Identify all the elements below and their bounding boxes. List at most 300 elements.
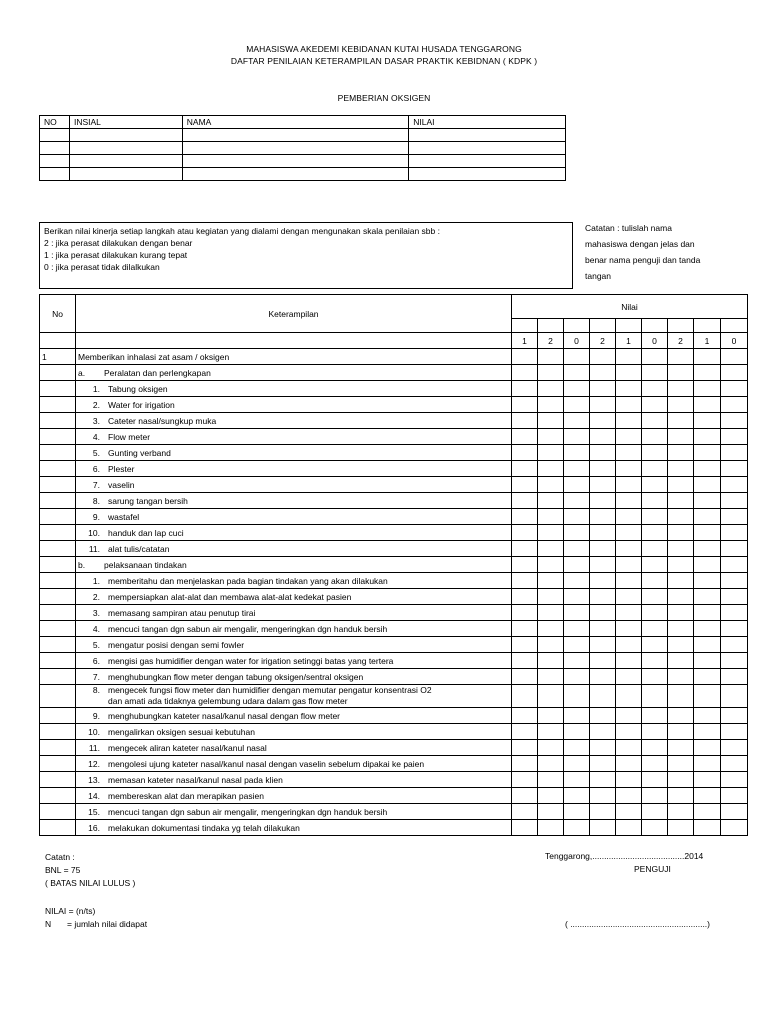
score-cell[interactable] [721,557,748,573]
score-cell[interactable] [538,637,564,653]
score-cell[interactable] [590,589,616,605]
score-cell[interactable] [668,397,694,413]
score-cell[interactable] [668,708,694,724]
score-cell[interactable] [642,772,668,788]
score-cell[interactable] [642,429,668,445]
score-cell[interactable] [590,413,616,429]
score-cell[interactable] [694,685,721,708]
score-cell[interactable] [616,413,642,429]
score-cell[interactable] [721,724,748,740]
score-cell[interactable] [590,772,616,788]
score-cell[interactable] [590,477,616,493]
cell[interactable] [182,129,409,142]
score-cell[interactable] [668,637,694,653]
score-cell[interactable] [564,804,590,820]
score-cell[interactable] [668,365,694,381]
score-cell[interactable] [721,804,748,820]
cell[interactable] [409,155,566,168]
score-cell[interactable] [590,724,616,740]
cell[interactable] [182,142,409,155]
score-cell[interactable] [538,772,564,788]
score-cell[interactable] [590,573,616,589]
score-cell[interactable] [512,525,538,541]
score-cell[interactable] [616,541,642,557]
score-cell[interactable] [668,477,694,493]
score-cell[interactable] [642,788,668,804]
score-cell[interactable] [590,653,616,669]
score-cell[interactable] [616,557,642,573]
score-cell[interactable] [564,461,590,477]
score-cell[interactable] [564,772,590,788]
score-cell[interactable] [668,461,694,477]
score-cell[interactable] [590,605,616,621]
score-cell[interactable] [668,804,694,820]
score-cell[interactable] [721,477,748,493]
score-cell[interactable] [616,493,642,509]
score-cell[interactable] [694,349,721,365]
score-cell[interactable] [512,429,538,445]
cell[interactable] [409,168,566,181]
score-cell[interactable] [590,445,616,461]
score-cell[interactable] [668,788,694,804]
score-cell[interactable] [616,525,642,541]
score-cell[interactable] [694,724,721,740]
score-cell[interactable] [616,820,642,836]
score-cell[interactable] [668,573,694,589]
score-cell[interactable] [512,788,538,804]
score-cell[interactable] [668,413,694,429]
score-cell[interactable] [694,365,721,381]
score-cell[interactable] [590,788,616,804]
score-cell[interactable] [694,621,721,637]
score-cell[interactable] [642,493,668,509]
score-cell[interactable] [642,397,668,413]
score-cell[interactable] [564,413,590,429]
score-cell[interactable] [642,525,668,541]
score-cell[interactable] [564,525,590,541]
score-cell[interactable] [668,756,694,772]
score-cell[interactable] [590,525,616,541]
score-cell[interactable] [564,589,590,605]
score-cell[interactable] [642,445,668,461]
score-cell[interactable] [590,429,616,445]
score-cell[interactable] [512,477,538,493]
score-cell[interactable] [564,621,590,637]
score-cell[interactable] [590,349,616,365]
score-cell[interactable] [616,589,642,605]
score-cell[interactable] [694,772,721,788]
score-cell[interactable] [616,461,642,477]
score-cell[interactable] [538,804,564,820]
score-cell[interactable] [564,724,590,740]
score-cell[interactable] [721,413,748,429]
score-cell[interactable] [564,653,590,669]
score-cell[interactable] [538,349,564,365]
score-cell[interactable] [642,541,668,557]
score-cell[interactable] [668,740,694,756]
score-cell[interactable] [721,445,748,461]
table-row [40,397,748,413]
score-cell[interactable] [590,365,616,381]
score-cell[interactable] [512,621,538,637]
row-number [40,509,76,525]
score-cell[interactable] [668,605,694,621]
score-cell[interactable] [538,509,564,525]
cell[interactable] [182,155,409,168]
score-cell[interactable] [668,589,694,605]
score-cell[interactable] [538,605,564,621]
col-header-no: NO [40,116,70,129]
score-cell[interactable] [694,756,721,772]
score-cell[interactable] [694,573,721,589]
score-cell[interactable] [694,509,721,525]
score-cell[interactable] [642,669,668,685]
score-cell[interactable] [668,820,694,836]
score-cell[interactable] [721,429,748,445]
score-cell[interactable] [642,573,668,589]
score-cell[interactable] [694,493,721,509]
score-cell[interactable] [590,756,616,772]
score-cell[interactable] [721,525,748,541]
score-cell[interactable] [668,349,694,365]
score-cell[interactable] [668,525,694,541]
score-cell[interactable] [564,493,590,509]
score-cell[interactable] [616,756,642,772]
score-cell[interactable] [564,541,590,557]
score-cell[interactable] [642,637,668,653]
score-cell[interactable] [642,589,668,605]
score-cell[interactable] [512,365,538,381]
score-cell[interactable] [538,493,564,509]
score-cell[interactable] [694,429,721,445]
score-cell[interactable] [642,413,668,429]
score-cell[interactable] [590,509,616,525]
score-cell[interactable] [721,509,748,525]
row-number [40,621,76,637]
score-cell[interactable] [564,397,590,413]
score-cell[interactable] [590,541,616,557]
score-cell[interactable] [512,349,538,365]
item-number: 5. [92,639,100,650]
score-cell[interactable] [694,605,721,621]
score-cell[interactable] [642,820,668,836]
score-cell[interactable] [694,461,721,477]
score-cell[interactable] [668,493,694,509]
score-cell[interactable] [564,445,590,461]
score-cell[interactable] [512,756,538,772]
score-cell[interactable] [564,605,590,621]
score-cell[interactable] [616,605,642,621]
score-cell[interactable] [642,740,668,756]
footer-n-desc: = jumlah nilai didapat [67,919,148,929]
score-cell[interactable] [721,685,748,708]
col-header-no: No [40,295,76,333]
cell[interactable] [409,129,566,142]
skill-item [76,493,512,509]
score-cell[interactable] [694,525,721,541]
score-cell[interactable] [721,573,748,589]
score-cell[interactable] [590,557,616,573]
score-cell[interactable] [512,573,538,589]
score-cell[interactable] [721,493,748,509]
score-cell[interactable] [642,349,668,365]
score-cell[interactable] [642,461,668,477]
score-cell[interactable] [590,804,616,820]
score-cell[interactable] [538,365,564,381]
score-cell[interactable] [512,589,538,605]
score-cell[interactable] [721,365,748,381]
score-cell[interactable] [538,820,564,836]
score-cell[interactable] [668,509,694,525]
score-cell[interactable] [512,820,538,836]
score-cell[interactable] [694,708,721,724]
score-cell[interactable] [642,365,668,381]
score-cell[interactable] [668,381,694,397]
score-cell[interactable] [538,756,564,772]
score-cell[interactable] [668,429,694,445]
item-number: 6. [92,463,100,474]
score-cell[interactable] [616,397,642,413]
score-cell[interactable] [668,685,694,708]
score-cell[interactable] [538,429,564,445]
score-cell[interactable] [512,724,538,740]
score-cell[interactable] [590,493,616,509]
score-cell[interactable] [512,804,538,820]
score-cell[interactable] [721,740,748,756]
score-cell[interactable] [538,708,564,724]
score-cell[interactable] [564,820,590,836]
score-cell[interactable] [512,653,538,669]
item-number: 10. [88,527,100,538]
score-cell[interactable] [538,621,564,637]
score-cell[interactable] [564,509,590,525]
score-cell[interactable] [616,637,642,653]
score-cell[interactable] [694,804,721,820]
score-cell[interactable] [721,756,748,772]
score-cell[interactable] [642,605,668,621]
score-cell[interactable] [512,605,538,621]
score-cell[interactable] [694,669,721,685]
score-cell[interactable] [590,461,616,477]
score-cell[interactable] [721,637,748,653]
score-cell[interactable] [616,708,642,724]
score-cell[interactable] [642,557,668,573]
score-cell[interactable] [590,381,616,397]
score-cell[interactable] [642,381,668,397]
cell[interactable] [69,155,182,168]
score-cell[interactable] [616,381,642,397]
score-cell[interactable] [538,381,564,397]
score-cell[interactable] [642,621,668,637]
score-cell[interactable] [694,740,721,756]
score-cell[interactable] [538,525,564,541]
score-cell[interactable] [721,669,748,685]
score-cell[interactable] [564,573,590,589]
score-cell[interactable] [512,461,538,477]
score-cell[interactable] [564,349,590,365]
score-cell[interactable] [668,557,694,573]
score-cell[interactable] [721,381,748,397]
score-cell[interactable] [538,397,564,413]
score-cell[interactable] [538,445,564,461]
score-cell[interactable] [721,820,748,836]
score-cell[interactable] [512,557,538,573]
score-cell[interactable] [564,708,590,724]
score-cell[interactable] [668,653,694,669]
score-cell[interactable] [564,788,590,804]
score-cell[interactable] [721,621,748,637]
score-cell[interactable] [694,589,721,605]
score-cell[interactable] [512,493,538,509]
score-cell[interactable] [538,413,564,429]
score-cell[interactable] [564,557,590,573]
cell[interactable] [69,129,182,142]
score-cell[interactable] [590,740,616,756]
score-cell[interactable] [616,509,642,525]
score-cell[interactable] [616,724,642,740]
score-cell[interactable] [512,397,538,413]
score-cell[interactable] [616,445,642,461]
score-cell[interactable] [616,573,642,589]
score-cell[interactable] [512,381,538,397]
score-cell[interactable] [668,541,694,557]
score-cell[interactable] [538,541,564,557]
score-cell[interactable] [642,724,668,740]
score-cell[interactable] [538,557,564,573]
score-cell[interactable] [721,708,748,724]
score-cell[interactable] [616,349,642,365]
score-cell[interactable] [512,685,538,708]
score-cell[interactable] [721,461,748,477]
score-cell[interactable] [564,477,590,493]
cell[interactable] [69,142,182,155]
score-header: 1 [616,333,642,349]
score-cell[interactable] [668,772,694,788]
score-cell[interactable] [564,429,590,445]
score-cell[interactable] [512,637,538,653]
score-cell[interactable] [512,669,538,685]
score-cell[interactable] [616,740,642,756]
item-text: memasang sampiran atau penutup tirai [108,607,256,618]
score-cell[interactable] [694,788,721,804]
score-cell[interactable] [564,365,590,381]
score-cell[interactable] [616,621,642,637]
score-cell[interactable] [538,589,564,605]
cell[interactable] [40,142,70,155]
score-cell[interactable] [564,669,590,685]
score-cell[interactable] [616,653,642,669]
score-cell[interactable] [616,669,642,685]
score-cell[interactable] [642,509,668,525]
score-cell[interactable] [642,756,668,772]
col-header-nama: NAMA [182,116,409,129]
score-cell[interactable] [590,397,616,413]
score-cell[interactable] [694,397,721,413]
cell[interactable] [409,142,566,155]
cell[interactable] [182,168,409,181]
score-cell[interactable] [538,573,564,589]
cell[interactable] [40,129,70,142]
score-cell[interactable] [538,669,564,685]
score-cell[interactable] [590,685,616,708]
score-cell[interactable] [616,788,642,804]
score-cell[interactable] [590,820,616,836]
score-cell[interactable] [512,413,538,429]
score-cell[interactable] [721,397,748,413]
score-cell[interactable] [642,685,668,708]
score-cell[interactable] [721,349,748,365]
score-cell[interactable] [564,637,590,653]
score-cell[interactable] [512,509,538,525]
score-cell[interactable] [694,637,721,653]
cell[interactable] [40,155,70,168]
score-cell[interactable] [538,653,564,669]
score-cell[interactable] [694,413,721,429]
score-cell[interactable] [721,605,748,621]
score-cell[interactable] [616,804,642,820]
score-cell[interactable] [564,740,590,756]
score-cell[interactable] [694,820,721,836]
score-cell[interactable] [668,621,694,637]
score-cell[interactable] [694,557,721,573]
score-cell[interactable] [616,477,642,493]
score-cell[interactable] [642,653,668,669]
score-cell[interactable] [512,708,538,724]
score-cell[interactable] [590,637,616,653]
score-cell[interactable] [512,445,538,461]
score-cell[interactable] [616,772,642,788]
score-cell[interactable] [721,788,748,804]
score-cell[interactable] [694,541,721,557]
score-cell[interactable] [616,685,642,708]
score-cell[interactable] [564,381,590,397]
score-cell[interactable] [668,669,694,685]
score-cell[interactable] [564,685,590,708]
cell[interactable] [69,168,182,181]
score-cell[interactable] [616,365,642,381]
score-cell[interactable] [512,541,538,557]
score-cell[interactable] [721,772,748,788]
score-cell[interactable] [694,477,721,493]
score-cell[interactable] [721,541,748,557]
score-cell[interactable] [564,756,590,772]
score-cell[interactable] [590,621,616,637]
score-cell[interactable] [642,708,668,724]
score-cell[interactable] [538,477,564,493]
score-cell[interactable] [694,653,721,669]
score-cell[interactable] [694,381,721,397]
score-cell[interactable] [642,477,668,493]
score-cell[interactable] [616,429,642,445]
score-cell[interactable] [721,589,748,605]
score-cell[interactable] [721,653,748,669]
score-cell[interactable] [668,724,694,740]
score-cell[interactable] [512,740,538,756]
score-cell[interactable] [538,788,564,804]
score-cell[interactable] [590,708,616,724]
score-cell[interactable] [538,461,564,477]
score-cell[interactable] [590,669,616,685]
score-cell[interactable] [538,724,564,740]
score-cell[interactable] [642,804,668,820]
score-cell[interactable] [694,445,721,461]
score-cell[interactable] [668,445,694,461]
score-cell[interactable] [538,740,564,756]
score-cell[interactable] [538,685,564,708]
cell[interactable] [40,168,70,181]
item-number: 3. [92,607,100,618]
score-cell[interactable] [512,772,538,788]
